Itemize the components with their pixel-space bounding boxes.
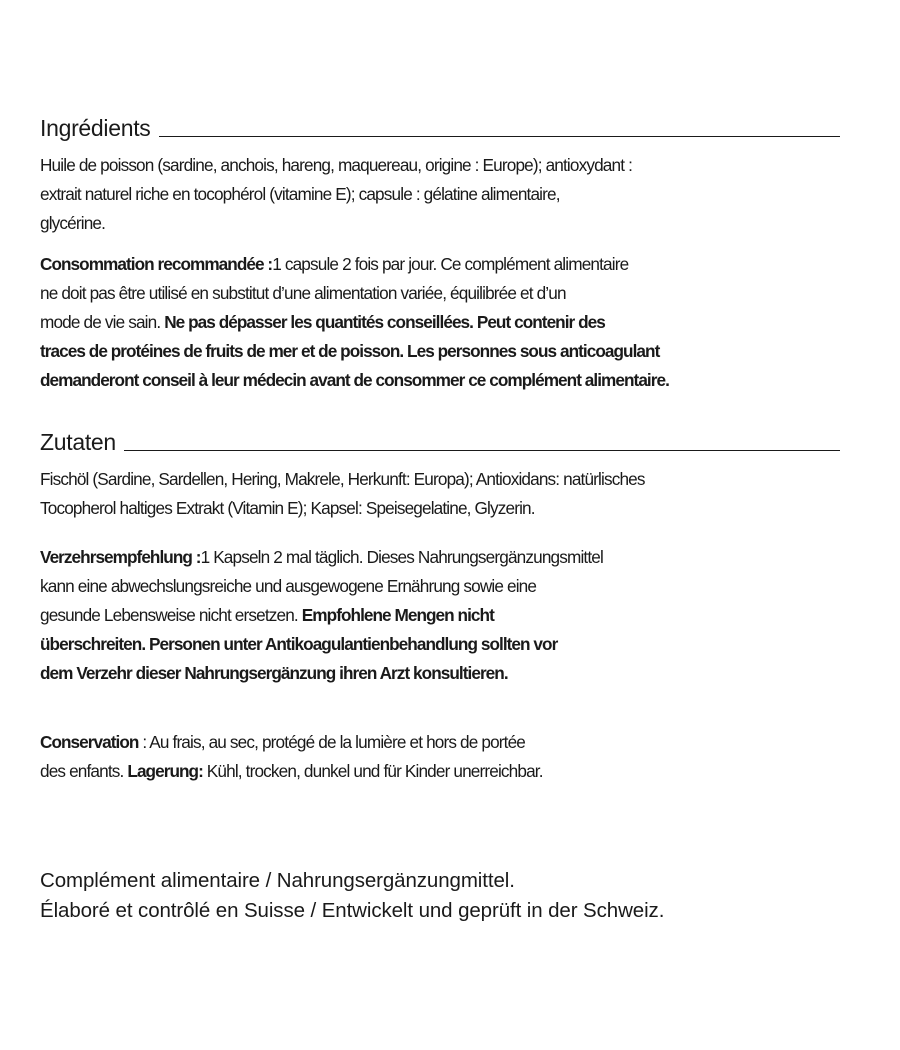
de-ingredients-line: Fischöl (Sardine, Sardellen, Hering, Makrele, Herkunft: Europa); Antioxidans: natürlisches bbox=[40, 469, 645, 489]
fr-ingredients-line: glycérine. bbox=[40, 213, 106, 233]
fr-ingredients-heading bbox=[40, 114, 840, 142]
fr-warning-text: demanderont conseil à leur médecin avant de consommer ce complément alimentaire. bbox=[40, 370, 669, 390]
de-heading-rule bbox=[124, 450, 840, 451]
storage-de-text: Kühl, trocken, dunkel und für Kinder unerreichbar. bbox=[202, 761, 543, 781]
storage-fr-text: des enfants. bbox=[40, 761, 124, 781]
fr-heading-rule bbox=[159, 136, 841, 137]
fr-heading-text: Ingrédients bbox=[40, 115, 151, 141]
de-usage-block bbox=[40, 543, 840, 688]
fr-ingredients-text bbox=[40, 151, 840, 238]
footer-line-supplement: Complément alimentaire / Nahrungsergänzungmittel. bbox=[40, 869, 515, 892]
de-usage-text: kann eine abwechslungsreiche und ausgewogene Ernährung sowie eine bbox=[40, 576, 537, 596]
de-ingredients-heading bbox=[40, 428, 840, 456]
de-usage-text: gesunde Lebensweise nicht ersetzen. bbox=[40, 605, 298, 625]
storage-fr-text: : Au frais, au sec, protégé de la lumière et hors de portée bbox=[138, 732, 526, 752]
fr-usage-block bbox=[40, 250, 860, 395]
fr-usage-text: ne doit pas être utilisé en substitut d’une alimentation variée, équilibrée et d’un bbox=[40, 283, 566, 303]
fr-warning-text: traces de protéines de fruits de mer et de poisson. Les personnes sous anticoagulant bbox=[40, 341, 660, 361]
de-warning-text: dem Verzehr dieser Nahrungsergänzung ihren Arzt konsultieren. bbox=[40, 663, 508, 683]
de-ingredients-text bbox=[40, 465, 840, 523]
fr-usage-label: Consommation recommandée : bbox=[40, 254, 273, 274]
fr-warning-text: Ne pas dépasser les quantités conseillées. Peut contenir des bbox=[164, 312, 605, 332]
storage-fr-label: Conservation bbox=[40, 732, 139, 752]
fr-usage-text: 1 capsule 2 fois par jour. Ce complément alimentaire bbox=[272, 254, 629, 274]
de-usage-text: 1 Kapseln 2 mal täglich. Dieses Nahrungsergänzungsmittel bbox=[200, 547, 603, 567]
fr-ingredients-line: Huile de poisson (sardine, anchois, hareng, maquereau, origine : Europe); antioxydant : bbox=[40, 155, 632, 175]
fr-ingredients-line: extrait naturel riche en tocophérol (vitamine E); capsule : gélatine alimentaire, bbox=[40, 184, 560, 204]
footer-block bbox=[40, 866, 880, 926]
fr-usage-text: mode de vie sain. bbox=[40, 312, 161, 332]
storage-de-label: Lagerung: bbox=[127, 761, 203, 781]
footer-line-origin: Élaboré et contrôlé en Suisse / Entwickelt und geprüft in der Schweiz. bbox=[40, 899, 665, 922]
de-ingredients-line: Tocopherol haltiges Extrakt (Vitamin E); Kapsel: Speisegelatine, Glyzerin. bbox=[40, 498, 535, 518]
de-warning-text: überschreiten. Personen unter Antikoagulantienbehandlung sollten vor bbox=[40, 634, 558, 654]
de-heading-text: Zutaten bbox=[40, 429, 116, 455]
de-warning-text: Empfohlene Mengen nicht bbox=[301, 605, 494, 625]
de-usage-label: Verzehrsempfehlung : bbox=[40, 547, 201, 567]
storage-block bbox=[40, 728, 840, 786]
